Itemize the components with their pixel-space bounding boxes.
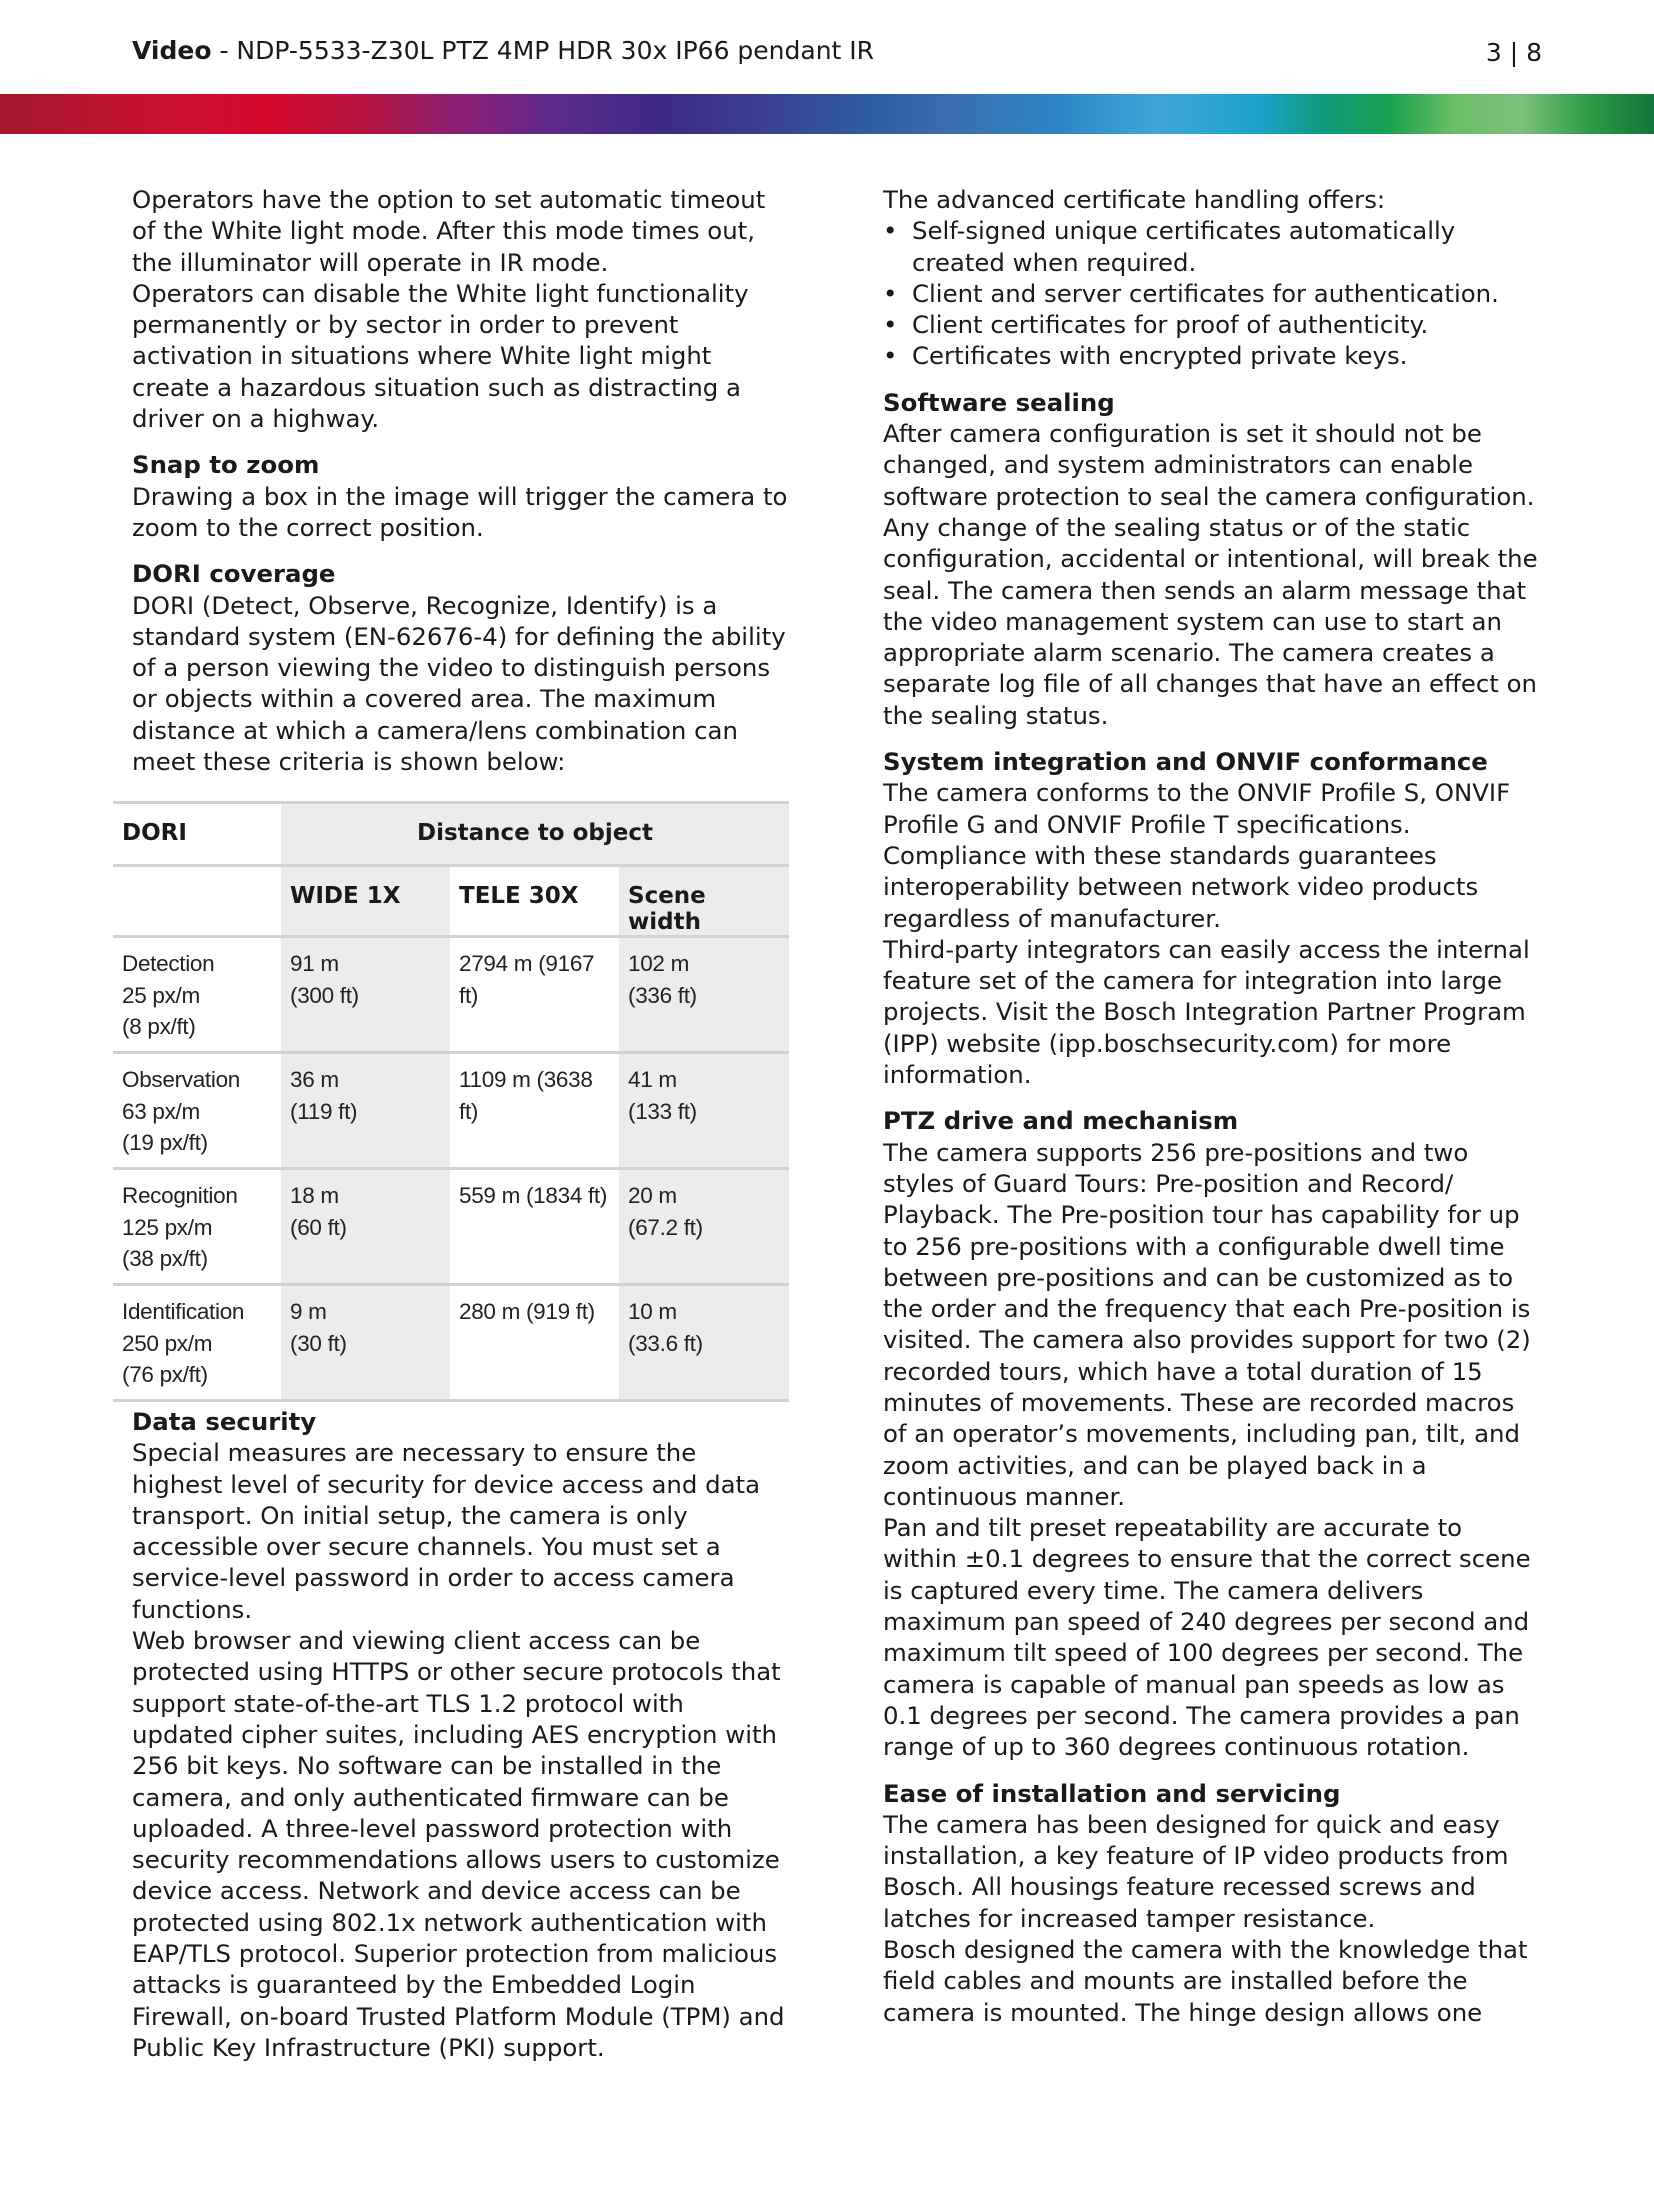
scene-width-ft: (336 ft) [628,982,697,1008]
white-light-timeout-text: Operators have the option to set automatic timeout of the White light mode. After this mode times out, the illuminator will operate in IR mode. [132,185,766,277]
wide-distance-ft: (60 ft) [290,1214,347,1240]
dori-coverage-heading: DORI coverage [132,559,336,589]
certificate-list [883,215,1543,371]
browser-access-text: Web browser and viewing client access can be protected using HTTPS or other secure protocols that support state-of-the-art TLS 1.2 protocol with updated cipher suites, including AES encryption with 256 bit keys. No software can be installed in the camera, and only authenticated firmware can be uploaded. A three-level password protection with security recommendations allows users to customize device access. Network and device access can be protected using 802.1x network authentication with EAP/TLS protocol. Superior protection from malicious attacks is guaranteed by the Embedded Login Firewall, on-board Trusted Platform Module (TPM) and Public Key Infrastructure (PKI) support. [132,1626,785,2062]
left-column-lower [132,1406,792,2063]
wide-1x-header: WIDE 1X [290,883,401,909]
pixels-per-meter: 125 px/m [122,1214,213,1240]
page-number: 3 | 8 [1485,38,1542,67]
wide-distance-ft: (119 ft) [290,1098,358,1124]
scene-width-m: 20 m [628,1183,677,1208]
table-row [113,1169,789,1285]
pixels-per-meter: 63 px/m [122,1098,200,1124]
pixels-per-meter: 25 px/m [122,982,200,1008]
software-sealing-text: After camera configuration is set it should not be changed, and system administrators can enable software protection to seal the camera configuration. Any change of the sealing status or of the static configuration, accidental or intentional, will break the seal. The camera then sends an alarm message that the video management system can use to start an appropriate alarm scenario. The camera creates a separate log file of all changes that have an effect on the sealing status. [883,419,1538,730]
dori-table [113,801,789,1402]
dori-coverage-text: DORI (Detect, Observe, Recognize, Identify) is a standard system (EN-62676-4) for defining the ability of a person viewing the video to distinguish persons or objects within a covered area. The maximum distance at which a camera/lens combination can meet these criteria is shown below: [132,590,786,777]
dori-level-label: Identification [122,1299,245,1324]
wide-distance-m: 91 m [290,951,339,976]
pixels-per-foot: (38 px/ft) [122,1246,208,1271]
data-security-heading: Data security [132,1407,317,1436]
dori-level-label: Detection [122,951,215,976]
dori-column-header: DORI [122,820,187,846]
tele-distance-m: 280 m (919 ft) [459,1299,595,1324]
list-item: • Client and server certificates for authentication. [883,278,1543,309]
ptz-tours-text: The camera supports 256 pre-positions and two styles of Guard Tours: Pre-position and Record/ Playback. The Pre-position tour has capability for up to 256 pre-positions with a configurable dwell time between pre-positions and can be customized as to the order and the frequency that each Pre-position is visited. The camera also provides support for two (2) recorded tours, which have a total duration of 15 minutes of movements. These are recorded macros of an operator’s movements, including pan, tilt, and zoom activities, and can be played back in a continuous manner. [883,1137,1531,1511]
wide-distance-m: 9 m [290,1299,327,1324]
document-title-product: - NDP-5533-Z30L PTZ 4MP HDR 30x IP66 pendant IR [211,36,875,65]
list-item: • Certificates with encrypted private keys. [883,340,1543,371]
dori-level-label: Observation [122,1067,241,1092]
snap-to-zoom-text: Drawing a box in the image will trigger the camera to zoom to the correct position. [132,481,788,542]
onvif-conformance-text: The camera conforms to the ONVIF Profile S, ONVIF Profile G and ONVIF Profile T specifications. Compliance with these standards guarantees interoperability between network video products regardless of manufacturer. [883,778,1511,933]
pixels-per-foot: (8 px/ft) [122,1014,196,1039]
data-security-text: Special measures are necessary to ensure the highest level of security for device access and data transport. On initial setup, the camera is only accessible over secure channels. You must set a service-level password in order to access camera functions. [132,1438,761,1624]
scene-width-m: 41 m [628,1067,677,1092]
scene-width-ft: (67.2 ft) [628,1214,703,1240]
brand-color-band [0,94,1654,134]
scene-width-m: 10 m [628,1299,677,1324]
scene-width-ft: (133 ft) [628,1098,697,1124]
white-light-disable-text: Operators can disable the White light functionality permanently or by sector in order to prevent activation in situations where White light might create a hazardous situation such as distracting a driver on a highway. [132,278,749,434]
right-column [883,184,1543,2028]
software-sealing-heading: Software sealing [883,387,1115,417]
pixels-per-meter: 250 px/m [122,1330,213,1356]
wide-distance-ft: (300 ft) [290,982,359,1008]
tele-distance-m: 559 m (1834 ft) [459,1183,608,1208]
tele-distance-m: 2794 m (9167 [459,951,595,976]
scene-width-m: 102 m [628,951,690,976]
dori-subheader-row [113,866,789,937]
integration-text: Third-party integrators can easily access the internal feature set of the camera for integration into large projects. Visit the Bosch Integration Partner Program (IPP) website (ipp.boschsecurity.com) for more information. [883,934,1530,1090]
ptz-heading: PTZ drive and mechanism [883,1106,1239,1136]
snap-to-zoom-heading: Snap to zoom [132,450,320,480]
list-item: • Self-signed unique certificates automatically created when required. [883,215,1543,278]
left-column [132,184,792,777]
scene-width-ft: (33.6 ft) [628,1330,703,1356]
scene-width-header: Scene width [628,883,706,935]
pixels-per-foot: (19 px/ft) [122,1130,208,1155]
installation-heading: Ease of installation and servicing [883,1778,1341,1808]
tele-distance-m: 1109 m (3638 [459,1067,593,1092]
certificate-intro: The advanced certificate handling offers: [883,185,1386,214]
list-item: • Client certificates for proof of authenticity. [883,309,1543,340]
tele-30x-header: TELE 30X [459,883,579,909]
pixels-per-foot: (76 px/ft) [122,1362,208,1387]
dori-level-label: Recognition [122,1183,238,1208]
wide-distance-ft: (30 ft) [290,1330,347,1356]
onvif-heading: System integration and ONVIF conformance [883,747,1488,777]
table-row [113,1053,789,1169]
page-header [132,32,1542,72]
wide-distance-m: 36 m [290,1067,339,1092]
tele-distance-ft: ft) [459,1098,479,1124]
dori-header-row [113,803,789,866]
ptz-speed-text: Pan and tilt preset repeatability are accurate to within ±0.1 degrees to ensure that the correct scene is captured every time. The camera delivers maximum pan speed of 240 degrees per second and maximum tilt speed of 100 degrees per second. The camera is capable of manual pan speeds as low as 0.1 degrees per second. The camera provides a pan range of up to 360 degrees continuous rotation. [883,1513,1531,1762]
wide-distance-m: 18 m [290,1183,339,1208]
installation-text: The camera has been designed for quick and easy installation, a key feature of IP video products from Bosch. All housings feature recessed screws and latches for increased tamper resistance. [883,1809,1509,1933]
distance-to-object-header: Distance to object [417,820,653,846]
document-title-category: Video [132,36,212,65]
document-title [132,36,874,65]
table-row [113,937,789,1053]
tele-distance-ft: ft) [459,982,479,1008]
table-row [113,1285,789,1401]
hinge-design-text: Bosch designed the camera with the knowledge that field cables and mounts are installed before the camera is mounted. The hinge design allows one [883,1935,1528,2027]
